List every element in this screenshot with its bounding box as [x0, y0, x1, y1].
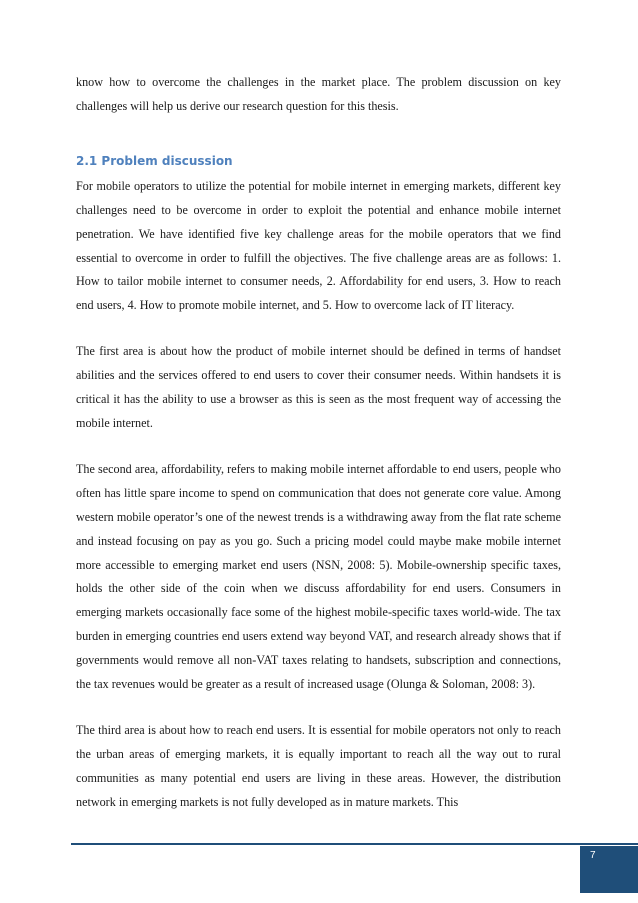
paragraph-second-area: The second area, affordability, refers to making mobile internet affordable to end users, people who often has little spare income to spend on communication that does not generate core value. Among western mobile operator’s one of the newest trends is a withdrawing away from the flat rate scheme and instead focusing on pay as you go. Such a pricing model could maybe make mobile internet more accessible to emerging market end users (NSN, 2008: 5). Mobile-ownership specific taxes, holds the other side of the coin when we discuss affordability for end users. Consumers in emerging markets occasionally face some of the highest mobile-specific taxes world-wide. The tax burden in emerging countries end users extend way beyond VAT, and research already shows that if governments would remove all non-VAT taxes relating to handsets, subscription and connections, the tax revenues would be greater as a result of increased usage (Olunga & Soloman, 2008: 3). — [76, 461, 561, 692]
paragraph-intro-continued: know how to overcome the challenges in the market place. The problem discussion on key challenges will help us derive our research question for this thesis. — [76, 75, 561, 113]
paragraph-challenges-overview: For mobile operators to utilize the potential for mobile internet in emerging markets, different key challenges need to be overcome in order to exploit the potential and enhance mobile internet penetration. We have identified five key challenge areas for the mobile operators that we find essential to overcome in order to fulfill the objectives. The five challenge areas are as follows: 1. How to tailor mobile internet to consumer needs, 2. Affordability for end users, 3. How to reach end users, 4. How to promote mobile internet, and 5. How to overcome lack of IT literacy. — [76, 178, 561, 313]
paragraph-first-area: The first area is about how the product of mobile internet should be defined in terms of handset abilities and the services offered to end users to cover their consumer needs. Within handsets it is critical it has the ability to use a browser as this is seen as the most frequent way of accessing the mobile internet. — [76, 344, 561, 430]
page-number: 7 — [590, 850, 596, 861]
page-body — [76, 71, 561, 815]
page-number-box — [580, 846, 638, 893]
footer-rule — [71, 843, 638, 845]
paragraph-third-area: The third area is about how to reach end users. It is essential for mobile operators not only to reach the urban areas of emerging markets, it is equally important to reach all the way out to rural communities as many potential end users are living in these areas. However, the distribution network in emerging markets is not fully developed as in mature markets. This — [76, 722, 561, 809]
section-heading: 2.1 Problem discussion — [76, 153, 233, 168]
